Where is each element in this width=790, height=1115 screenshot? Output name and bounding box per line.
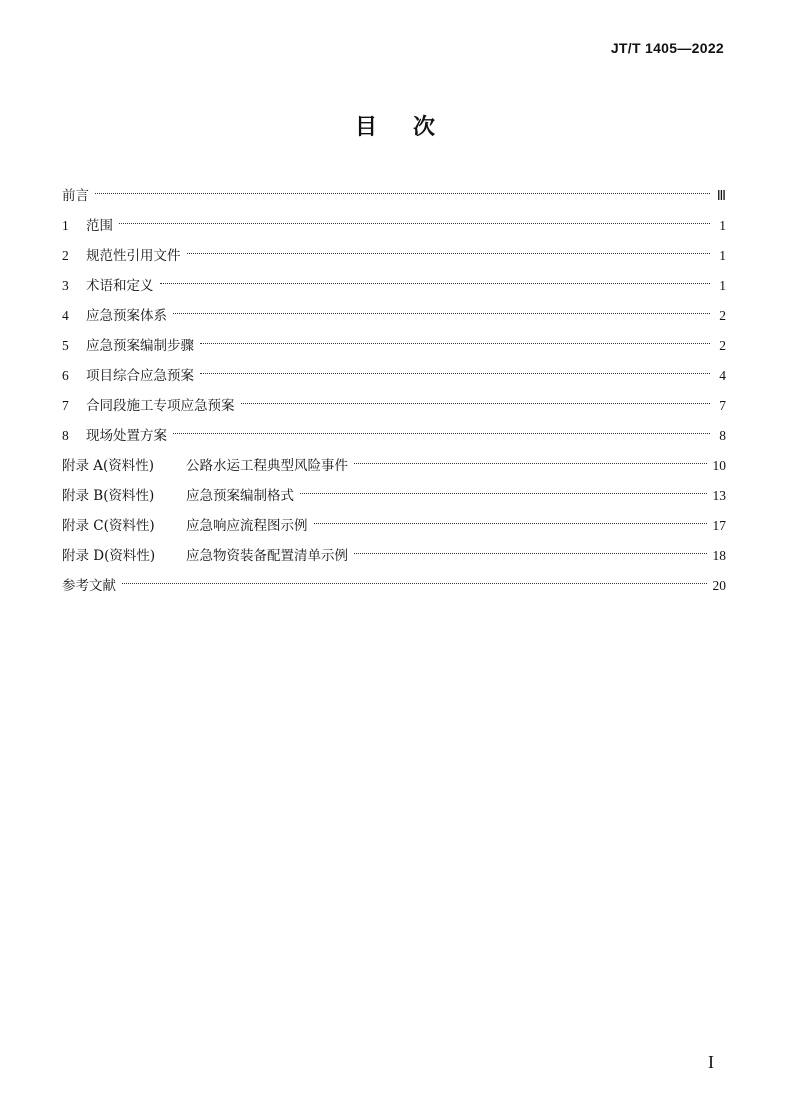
toc-entry-page: 17 <box>712 518 726 533</box>
toc-entry-number: 5 <box>62 338 69 353</box>
toc-entry-page: 8 <box>719 428 726 443</box>
toc-entry-label: 应急物资装备配置清单示例 <box>186 548 348 564</box>
toc-entry-label: 项目综合应急预案 <box>86 368 194 384</box>
toc-leader-dots <box>173 298 710 320</box>
title-char-2: 次 <box>413 115 436 140</box>
toc-entry-page: 4 <box>719 368 726 383</box>
toc-entry-label: 规范性引用文件 <box>86 248 181 264</box>
toc-leader-dots <box>314 508 707 530</box>
toc-entry[interactable] <box>62 238 726 268</box>
toc-leader-dots <box>241 388 711 410</box>
toc-entry-page: 13 <box>712 488 726 503</box>
toc-entry-number: 8 <box>62 428 69 443</box>
toc-entry-number: 6 <box>62 368 69 383</box>
toc-leader-dots <box>160 268 711 290</box>
toc-entry-page: 7 <box>719 398 726 413</box>
toc-leader-dots <box>95 178 710 200</box>
toc-entry[interactable] <box>62 508 726 538</box>
toc-entry-label: 现场处置方案 <box>86 428 167 444</box>
toc-entry-number: 1 <box>62 218 69 233</box>
toc-entry[interactable] <box>62 478 726 508</box>
toc-entry-label: 应急预案体系 <box>86 308 167 324</box>
toc-entry[interactable] <box>62 328 726 358</box>
toc-entry[interactable] <box>62 418 726 448</box>
toc-entry-number: 4 <box>62 308 69 323</box>
toc-entry-page: 1 <box>719 218 726 233</box>
page-number: I <box>708 1052 714 1072</box>
toc-entry-page: 18 <box>712 548 726 563</box>
toc-leader-dots <box>200 328 710 350</box>
toc-entry-label: 前言 <box>62 188 89 204</box>
toc-entry-number: 7 <box>62 398 69 413</box>
toc-leader-dots <box>354 448 707 470</box>
toc-entry-label: 合同段施工专项应急预案 <box>86 398 235 414</box>
toc-entry-label: 应急响应流程图示例 <box>186 518 308 534</box>
toc-entry-page: 10 <box>712 458 726 473</box>
title-char-1: 目 <box>354 115 377 140</box>
toc-entry[interactable] <box>62 268 726 298</box>
toc-entry[interactable] <box>62 208 726 238</box>
toc-leader-dots <box>187 238 711 260</box>
toc-entry[interactable] <box>62 538 726 568</box>
toc-entry[interactable] <box>62 358 726 388</box>
toc-leader-dots <box>119 208 710 230</box>
toc-entry-label: 术语和定义 <box>86 278 154 294</box>
page-title <box>0 110 790 141</box>
toc-entry-number: 3 <box>62 278 69 293</box>
toc-entry-label: 参考文献 <box>62 578 116 594</box>
toc-leader-dots <box>173 418 710 440</box>
toc-entry-appendix-prefix: 附录 A(资料性) <box>62 458 155 474</box>
toc-entry[interactable] <box>62 298 726 328</box>
toc-leader-dots <box>300 478 707 500</box>
toc-entry-number: 2 <box>62 248 69 263</box>
toc-entry-page: Ⅲ <box>716 188 726 203</box>
document-code: JT/T 1405—2022 <box>610 40 724 56</box>
toc-entry[interactable] <box>62 388 726 418</box>
toc-entry-label: 应急预案编制步骤 <box>86 338 194 354</box>
toc-entry-appendix-prefix: 附录 C(资料性) <box>62 518 155 534</box>
toc-entry-label: 应急预案编制格式 <box>186 488 294 504</box>
toc-entry[interactable] <box>62 568 726 598</box>
toc-entry-page: 1 <box>719 248 726 263</box>
toc-entry-appendix-prefix: 附录 B(资料性) <box>62 488 155 504</box>
toc-leader-dots <box>354 538 707 560</box>
toc-entry-label: 公路水运工程典型风险事件 <box>186 458 348 474</box>
toc-leader-dots <box>122 568 707 590</box>
toc-entry-label: 范围 <box>86 218 113 234</box>
toc-leader-dots <box>200 358 710 380</box>
toc-entry-page: 2 <box>719 338 726 353</box>
toc-entry-page: 2 <box>719 308 726 323</box>
toc-entry[interactable] <box>62 178 726 208</box>
toc-entry-page: 20 <box>712 578 726 593</box>
table-of-contents <box>62 178 726 598</box>
toc-entry-page: 1 <box>719 278 726 293</box>
toc-entry[interactable] <box>62 448 726 478</box>
toc-entry-appendix-prefix: 附录 D(资料性) <box>62 548 156 564</box>
